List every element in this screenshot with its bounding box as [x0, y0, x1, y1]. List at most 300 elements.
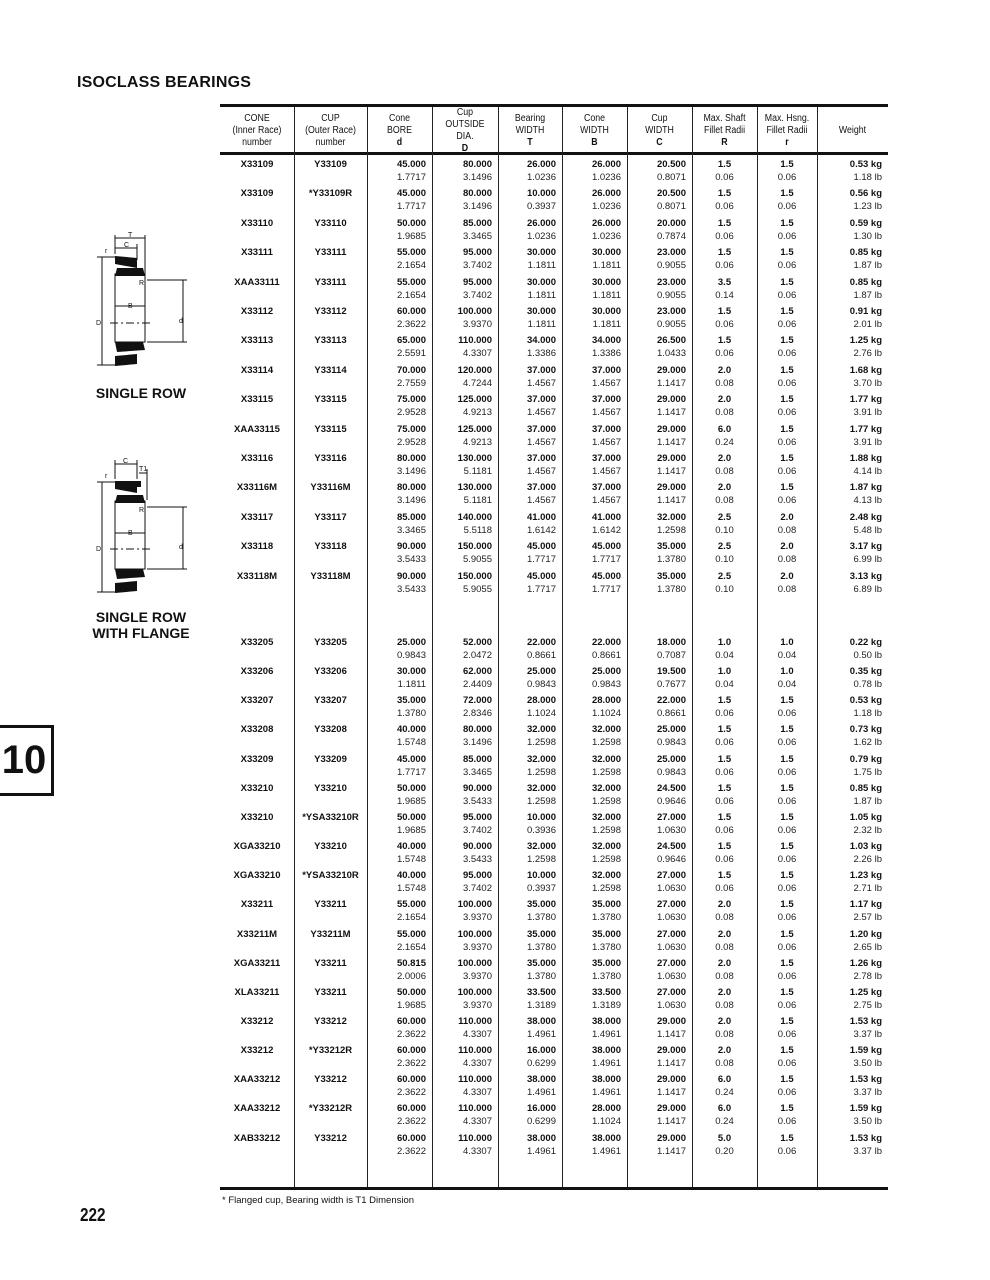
cell-B: 45.000 1.7717 [591, 570, 621, 595]
cell-r: 1.5 0.06 [777, 957, 797, 982]
cell-d: 55.000 2.1654 [396, 928, 426, 953]
cell-R: 6.0 0.24 [715, 1103, 734, 1128]
cell-C: 29.000 1.1417 [656, 394, 686, 419]
cell-cup: Y33110 [314, 217, 347, 229]
cell-r: 1.5 0.06 [777, 870, 797, 895]
cell-D: 100.000 3.9370 [457, 928, 492, 953]
cell-D: 62.000 2.4409 [462, 666, 492, 691]
cell-D: 72.000 2.8346 [462, 695, 492, 720]
cell-w: 1.59 kg 3.50 lb [849, 1103, 882, 1128]
cell-C: 25.000 0.9843 [656, 753, 686, 778]
cell-d: 40.000 1.5748 [396, 870, 426, 895]
cell-T: 10.000 0.3936 [526, 811, 556, 836]
cell-D: 90.000 3.5433 [462, 782, 492, 807]
cell-cup: Y33210 [314, 841, 347, 853]
cell-cone: X33118 [240, 541, 274, 553]
cell-D: 100.000 3.9370 [457, 899, 492, 924]
svg-text:D: D [96, 546, 102, 553]
table-row [220, 393, 888, 422]
cell-R: 2.0 0.08 [715, 986, 734, 1011]
svg-text:C: C [124, 242, 130, 249]
cell-d: 60.000 2.3622 [396, 1103, 426, 1128]
cell-cup: Y33112 [314, 306, 347, 317]
cell-w: 1.26 kg 2.78 lb [849, 957, 882, 982]
table-row [220, 1044, 888, 1073]
cell-R: 1.5 0.06 [715, 724, 734, 749]
svg-text:d: d [179, 318, 183, 325]
cell-cone: XGA33211 [233, 957, 281, 969]
cell-cone: XAA33115 [234, 423, 280, 435]
cell-cone: X33112 [240, 306, 274, 317]
cell-D: 125.000 4.9213 [457, 394, 492, 419]
table-row [220, 246, 888, 275]
column-header-cone-bore: Cone BORE d [387, 113, 412, 148]
page-title: ISOCLASS BEARINGS [77, 74, 252, 91]
cell-B: 37.000 1.4567 [591, 453, 621, 477]
cell-R: 2.0 0.08 [715, 482, 734, 507]
svg-text:r: r [105, 248, 108, 255]
cell-cup: Y33212 [314, 1074, 347, 1086]
svg-text:D: D [96, 320, 102, 327]
cell-r: 1.5 0.06 [777, 276, 797, 301]
cell-w: 0.79 kg 1.75 lb [849, 753, 882, 778]
cell-T: 10.000 0.3937 [526, 870, 556, 895]
cell-cup: *Y33212R [308, 1045, 353, 1057]
cell-cone: XAA33212 [233, 1103, 281, 1115]
cell-cup: Y33209 [314, 753, 347, 765]
cell-C: 18.000 0.7087 [656, 637, 686, 661]
cell-R: 2.0 0.08 [715, 1045, 734, 1070]
cell-D: 95.000 3.7402 [462, 276, 492, 301]
cell-r: 1.0 0.04 [777, 637, 797, 661]
cell-cup: *YSA33210R [302, 811, 359, 823]
cell-r: 1.5 0.06 [777, 899, 797, 924]
cell-cup: Y33115 [314, 394, 347, 406]
table-row [220, 665, 888, 694]
cell-T: 35.000 1.3780 [526, 928, 556, 953]
cell-cup: Y33116 [314, 453, 347, 464]
cell-cone: X33211M [236, 928, 278, 940]
cell-R: 1.5 0.06 [715, 335, 734, 360]
column-header-cup: CUP (Outer Race) number [305, 113, 356, 148]
cell-B: 30.000 1.1811 [591, 306, 621, 330]
cell-d: 45.000 1.7717 [396, 188, 426, 213]
cell-w: 1.68 kg 3.70 lb [849, 364, 882, 389]
cell-B: 26.000 1.0236 [591, 188, 621, 213]
cell-w: 1.20 kg 2.65 lb [849, 928, 882, 953]
cell-B: 38.000 1.4961 [591, 1045, 621, 1070]
cell-R: 1.5 0.06 [715, 870, 734, 895]
cell-cone: X33109 [240, 159, 274, 170]
cell-R: 1.5 0.06 [715, 247, 734, 272]
cell-d: 50.000 1.9685 [396, 986, 426, 1011]
cell-D: 125.000 4.9213 [457, 423, 492, 448]
cell-R: 1.5 0.06 [715, 306, 734, 330]
cell-B: 32.000 1.2598 [591, 724, 621, 749]
cell-cup: Y33118 [314, 541, 347, 553]
cell-R: 1.5 0.06 [715, 695, 734, 720]
cell-R: 2.0 0.08 [715, 394, 734, 419]
cell-d: 60.000 2.3622 [396, 1074, 426, 1099]
cell-d: 60.000 2.3622 [396, 306, 426, 330]
cell-w: 1.03 kg 2.26 lb [849, 841, 882, 866]
cell-r: 1.5 0.06 [777, 423, 797, 448]
cell-cup: Y33109 [314, 159, 347, 170]
single-row-with-flange-label: SINGLE ROW WITH FLANGE [92, 609, 190, 641]
cell-R: 2.0 0.08 [715, 453, 734, 477]
cell-D: 100.000 3.9370 [457, 986, 492, 1011]
cell-d: 90.000 3.5433 [396, 570, 426, 595]
cell-r: 1.5 0.06 [777, 811, 797, 836]
table-header-rule [220, 152, 888, 155]
cell-d: 80.000 3.1496 [396, 453, 426, 477]
cell-D: 80.000 3.1496 [462, 724, 492, 749]
svg-text:r: r [105, 473, 108, 480]
cell-T: 33.500 1.3189 [526, 986, 556, 1011]
cell-R: 2.0 0.08 [715, 364, 734, 389]
cell-w: 0.22 kg 0.50 lb [849, 637, 882, 661]
cell-D: 100.000 3.9370 [457, 306, 492, 330]
table-row [220, 869, 888, 898]
cell-cone: X33116 [240, 453, 274, 464]
cell-R: 2.0 0.08 [715, 957, 734, 982]
cell-w: 1.77 kg 3.91 lb [849, 394, 882, 419]
cell-cone: X33117 [240, 511, 274, 523]
column-header-cone-width: Cone WIDTH B [580, 113, 609, 148]
cell-T: 38.000 1.4961 [526, 1015, 556, 1040]
cell-d: 60.000 2.3622 [396, 1132, 426, 1157]
cell-D: 80.000 3.1496 [462, 159, 492, 183]
cell-C: 29.000 1.1417 [656, 1132, 686, 1157]
cell-B: 26.000 1.0236 [591, 217, 621, 242]
cell-w: 0.91 kg 2.01 lb [849, 306, 882, 330]
column-header-housing-fillet: Max. Hsng. Fillet Radii r [764, 113, 810, 148]
cell-cup: Y33115 [314, 423, 347, 435]
table-row [220, 511, 888, 540]
cell-C: 29.000 1.1417 [656, 364, 686, 389]
cell-B: 33.500 1.3189 [591, 986, 621, 1011]
cell-cup: Y33210 [314, 782, 347, 794]
cell-C: 25.000 0.9843 [656, 724, 686, 749]
cell-d: 80.000 3.1496 [396, 482, 426, 507]
cell-w: 1.25 kg 2.76 lb [849, 335, 882, 360]
cell-T: 37.000 1.4567 [526, 482, 556, 507]
cell-B: 35.000 1.3780 [591, 899, 621, 924]
single-row-flange-bearing-diagram-icon [95, 455, 195, 600]
cell-cone: X33210 [240, 811, 274, 823]
cell-cone: XGA33210 [233, 870, 281, 882]
cell-cup: Y33114 [314, 364, 347, 376]
svg-text:C: C [123, 458, 129, 465]
single-row-label: SINGLE ROW [95, 385, 187, 401]
cell-w: 1.88 kg 4.14 lb [849, 453, 882, 477]
cell-cone: XAA33212 [233, 1074, 281, 1086]
cell-C: 29.000 1.1417 [656, 482, 686, 507]
cell-r: 1.5 0.06 [777, 482, 797, 507]
table-row [220, 452, 888, 481]
cell-w: 1.23 kg 2.71 lb [849, 870, 882, 895]
cell-d: 75.000 2.9528 [396, 423, 426, 448]
svg-text:R: R [139, 280, 145, 287]
cell-d: 70.000 2.7559 [396, 364, 426, 389]
table-row [220, 753, 888, 782]
cell-d: 50.815 2.0006 [396, 957, 426, 982]
cell-cone: X33207 [240, 695, 274, 707]
cell-w: 1.53 kg 3.37 lb [849, 1132, 882, 1157]
cell-cone: X33208 [240, 724, 274, 736]
cell-D: 100.000 3.9370 [457, 957, 492, 982]
table-row [220, 898, 888, 927]
cell-R: 6.0 0.24 [715, 423, 734, 448]
cell-r: 1.0 0.04 [777, 666, 797, 691]
table-bottom-rule [220, 1187, 888, 1190]
cell-T: 34.000 1.3386 [526, 335, 556, 360]
cell-cup: Y33118M [310, 570, 351, 582]
cell-B: 32.000 1.2598 [591, 753, 621, 778]
column-header-cup-width: Cup WIDTH C [645, 113, 674, 148]
cell-R: 5.0 0.20 [715, 1132, 734, 1157]
table-row [220, 928, 888, 957]
cell-T: 28.000 1.1024 [526, 695, 556, 720]
cell-r: 1.5 0.06 [777, 1103, 797, 1128]
cell-T: 30.000 1.1811 [526, 276, 556, 301]
cell-cup: Y33212 [314, 1015, 347, 1027]
cell-cone: X33212 [240, 1045, 274, 1057]
svg-text:B: B [128, 530, 133, 537]
cell-D: 110.000 4.3307 [458, 1045, 492, 1070]
cell-C: 29.000 1.1417 [656, 1103, 686, 1128]
table-row [220, 1102, 888, 1131]
table-row [220, 540, 888, 569]
cell-T: 38.000 1.4961 [526, 1074, 556, 1099]
cell-T: 35.000 1.3780 [526, 899, 556, 924]
column-header-weight: Weight [838, 125, 867, 136]
cell-T: 37.000 1.4567 [526, 364, 556, 389]
cell-r: 1.5 0.06 [777, 1045, 797, 1070]
cell-D: 130.000 5.1181 [457, 453, 492, 477]
cell-cup: Y33116M [310, 482, 351, 494]
svg-text:R: R [139, 507, 145, 514]
table-row [220, 957, 888, 986]
cell-C: 35.000 1.3780 [656, 541, 686, 566]
cell-C: 24.500 0.9646 [656, 841, 686, 866]
cell-w: 0.59 kg 1.30 lb [849, 217, 882, 242]
cell-C: 35.000 1.3780 [656, 570, 686, 595]
cell-R: 2.5 0.10 [715, 511, 734, 536]
single-row-bearing-diagram-icon [95, 230, 195, 370]
cell-cone: XAA33111 [234, 276, 280, 288]
cell-cone: X33111 [241, 247, 273, 259]
cell-C: 23.000 0.9055 [656, 306, 686, 330]
cell-w: 1.17 kg 2.57 lb [849, 899, 882, 924]
cell-C: 29.000 1.1417 [656, 1045, 686, 1070]
svg-text:d: d [179, 544, 183, 551]
cell-B: 35.000 1.3780 [591, 928, 621, 953]
cell-d: 55.000 2.1654 [396, 276, 426, 301]
cell-R: 1.5 0.06 [715, 188, 734, 213]
cell-w: 0.85 kg 1.87 lb [849, 247, 882, 272]
cell-cup: *Y33212R [308, 1103, 353, 1115]
cell-w: 2.48 kg 5.48 lb [849, 511, 882, 536]
cell-D: 80.000 3.1496 [462, 188, 492, 213]
cell-w: 0.53 kg 1.18 lb [849, 695, 882, 720]
cell-C: 29.000 1.1417 [656, 1015, 686, 1040]
cell-d: 65.000 2.5591 [396, 335, 426, 360]
cell-B: 45.000 1.7717 [591, 541, 621, 566]
cell-T: 37.000 1.4567 [526, 394, 556, 419]
cell-cone: XLA33211 [234, 986, 280, 998]
cell-w: 0.73 kg 1.62 lb [849, 724, 882, 749]
cell-C: 27.000 1.0630 [656, 870, 686, 895]
table-row [220, 187, 888, 216]
cell-w: 0.85 kg 1.87 lb [849, 782, 882, 807]
cell-C: 19.500 0.7677 [656, 666, 686, 691]
cell-R: 1.5 0.06 [715, 841, 734, 866]
cell-cup: *YSA33210R [302, 870, 359, 882]
cell-cup: Y33206 [314, 666, 347, 678]
cell-D: 110.000 4.3307 [458, 1132, 492, 1157]
cell-T: 38.000 1.4961 [526, 1132, 556, 1157]
cell-B: 32.000 1.2598 [591, 841, 621, 866]
cell-cone: X33113 [240, 335, 274, 347]
cell-d: 50.000 1.9685 [396, 782, 426, 807]
cell-T: 35.000 1.3780 [526, 957, 556, 982]
cell-r: 1.5 0.06 [777, 159, 797, 183]
cell-w: 1.59 kg 3.50 lb [849, 1045, 882, 1070]
table-row [220, 811, 888, 840]
page-number: 222 [80, 1205, 106, 1225]
cell-d: 60.000 2.3622 [396, 1045, 426, 1070]
table-row [220, 1015, 888, 1044]
cell-D: 90.000 3.5433 [462, 841, 492, 866]
cell-B: 38.000 1.4961 [591, 1015, 621, 1040]
cell-r: 1.5 0.06 [777, 928, 797, 953]
cell-cone: X33211 [240, 899, 274, 911]
cell-cone: X33206 [240, 666, 274, 678]
cell-C: 27.000 1.0630 [656, 899, 686, 924]
cell-w: 1.87 kg 4.13 lb [849, 482, 882, 507]
cell-T: 26.000 1.0236 [526, 217, 556, 242]
cell-cup: Y33207 [314, 695, 347, 707]
cell-R: 1.5 0.06 [715, 217, 734, 242]
cell-D: 120.000 4.7244 [457, 364, 492, 389]
column-header-bearing-width: Bearing WIDTH T [514, 113, 546, 148]
cell-cup: Y33111 [314, 247, 347, 259]
cell-D: 85.000 3.3465 [462, 753, 492, 778]
cell-B: 32.000 1.2598 [591, 782, 621, 807]
cell-cone: XGA33210 [233, 841, 281, 853]
cell-cup: Y33211M [310, 928, 351, 940]
cell-C: 23.000 0.9055 [656, 247, 686, 272]
cell-D: 85.000 3.3465 [462, 217, 492, 242]
cell-R: 1.5 0.06 [715, 753, 734, 778]
cell-C: 22.000 0.8661 [656, 695, 686, 720]
cell-w: 0.35 kg 0.78 lb [849, 666, 882, 691]
cell-w: 0.53 kg 1.18 lb [849, 159, 882, 183]
cell-B: 30.000 1.1811 [591, 276, 621, 301]
table-top-rule [220, 104, 888, 107]
cell-C: 26.500 1.0433 [656, 335, 686, 360]
cell-B: 22.000 0.8661 [591, 637, 621, 661]
cell-T: 37.000 1.4567 [526, 453, 556, 477]
table-row [220, 1132, 888, 1161]
cell-B: 37.000 1.4567 [591, 482, 621, 507]
cell-cup: Y33211 [314, 986, 347, 998]
cell-cone: X33110 [240, 217, 274, 229]
cell-D: 95.000 3.7402 [462, 247, 492, 272]
table-row [220, 782, 888, 811]
bearing-table [220, 104, 888, 1190]
cell-R: 3.5 0.14 [715, 276, 734, 301]
cell-R: 2.0 0.08 [715, 899, 734, 924]
table-row [220, 364, 888, 393]
cell-R: 2.0 0.08 [715, 928, 734, 953]
footnote: * Flanged cup, Bearing width is T1 Dimension [222, 1195, 415, 1206]
cell-B: 34.000 1.3386 [591, 335, 621, 360]
cell-R: 2.5 0.10 [715, 570, 734, 595]
cell-T: 32.000 1.2598 [526, 782, 556, 807]
cell-r: 1.5 0.06 [777, 217, 797, 242]
cell-r: 1.5 0.06 [777, 782, 797, 807]
column-header-cup-outside-dia: Cup OUTSIDE DIA. D [445, 107, 485, 154]
cell-B: 37.000 1.4567 [591, 423, 621, 448]
diagram-label-T: T [128, 232, 133, 239]
svg-text:T1: T1 [139, 466, 148, 473]
cell-T: 32.000 1.2598 [526, 841, 556, 866]
cell-r: 1.5 0.06 [777, 1132, 797, 1157]
table-row [220, 305, 888, 334]
cell-w: 1.77 kg 3.91 lb [849, 423, 882, 448]
cell-r: 1.5 0.06 [777, 335, 797, 360]
cell-B: 38.000 1.4961 [591, 1074, 621, 1099]
cell-R: 6.0 0.24 [715, 1074, 734, 1099]
cell-d: 40.000 1.5748 [396, 724, 426, 749]
cell-C: 27.000 1.0630 [656, 811, 686, 836]
cell-R: 1.0 0.04 [715, 637, 734, 661]
cell-d: 75.000 2.9528 [396, 394, 426, 419]
cell-r: 1.5 0.06 [777, 695, 797, 720]
cell-cone: X33114 [240, 364, 274, 376]
cell-cone: X33109 [240, 188, 274, 200]
table-row [220, 158, 888, 187]
cell-cup: *Y33109R [308, 188, 353, 200]
cell-D: 150.000 5.9055 [457, 541, 492, 566]
cell-D: 52.000 2.0472 [462, 637, 492, 661]
cell-R: 2.5 0.10 [715, 541, 734, 566]
cell-w: 1.05 kg 2.32 lb [849, 811, 882, 836]
cell-r: 1.5 0.06 [777, 724, 797, 749]
cell-C: 20.500 0.8071 [656, 188, 686, 213]
cell-C: 20.000 0.7874 [656, 217, 686, 242]
column-header-cone: CONE (Inner Race) number [232, 113, 282, 148]
cell-r: 1.5 0.06 [777, 188, 797, 213]
cell-C: 24.500 0.9646 [656, 782, 686, 807]
cell-T: 30.000 1.1811 [526, 247, 556, 272]
svg-text:B: B [128, 303, 133, 310]
cell-d: 45.000 1.7717 [396, 159, 426, 183]
cell-C: 29.000 1.1417 [656, 1074, 686, 1099]
cell-T: 10.000 0.3937 [526, 188, 556, 213]
table-row [220, 276, 888, 305]
cell-B: 25.000 0.9843 [591, 666, 621, 691]
cell-r: 1.5 0.06 [777, 453, 797, 477]
cell-T: 32.000 1.2598 [526, 724, 556, 749]
cell-R: 1.5 0.06 [715, 782, 734, 807]
cell-T: 26.000 1.0236 [526, 159, 556, 183]
cell-d: 35.000 1.3780 [396, 695, 426, 720]
cell-cone: X33210 [240, 782, 274, 794]
table-row [220, 481, 888, 510]
